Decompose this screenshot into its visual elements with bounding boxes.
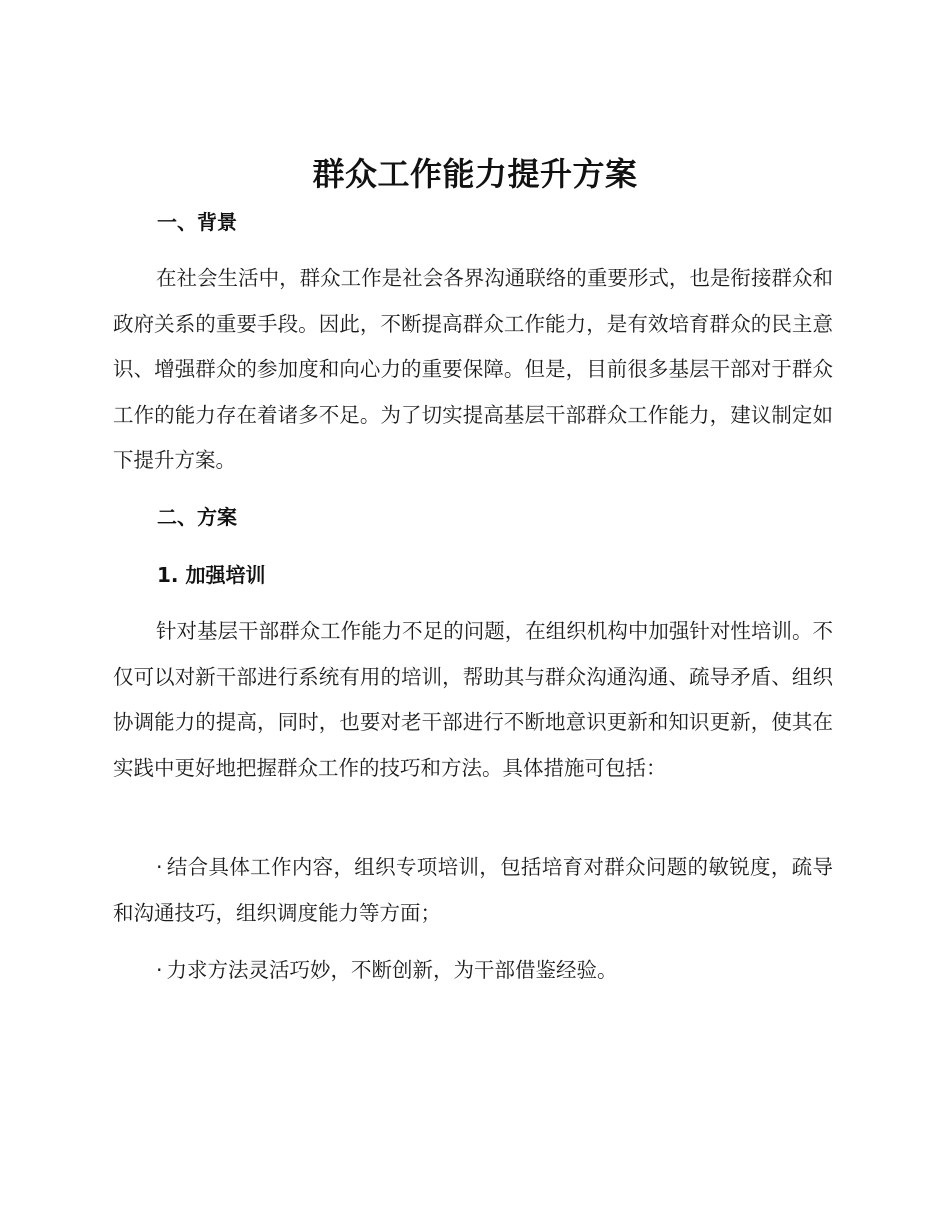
bullet-marker: · xyxy=(156,958,163,982)
list-item-text: 力求方法灵活巧妙，不断创新，为干部借鉴经验。 xyxy=(166,958,618,982)
paragraph-background: 在社会生活中，群众工作是社会各界沟通联络的重要形式，也是衔接群众和政府关系的重要手段。因此，不断提高群众工作能力，是有效培育群众的民主意识、增强群众的参加度和向心力的重要保障。但是，目前很多基层干部对于群众工作的能力存在着诸多不足。为了切实提高基层干部群众工作能力，建议制定如下提升方案。 xyxy=(113,266,833,472)
list-item xyxy=(113,845,833,936)
bullet-marker: · xyxy=(156,855,163,879)
list-item xyxy=(113,948,833,994)
section-heading-background: 一、背景 xyxy=(157,210,237,234)
section-heading-plan: 二、方案 xyxy=(157,505,237,529)
paragraph-training: 针对基层干部群众工作能力不足的问题，在组织机构中加强针对性培训。不仅可以对新干部进行系统有用的培训，帮助其与群众沟通沟通、疏导矛盾、组织协调能力的提高，同时，也要对老干部进行不断地意识更新和知识更新，使其在实践中更好地把握群众工作的技巧和方法。具体措施可包括： xyxy=(113,619,833,780)
subsection-heading-training: 1. 加强培训 xyxy=(157,563,266,587)
document-title: 群众工作能力提升方案 xyxy=(312,155,638,193)
list-item-text: 结合具体工作内容，组织专项培训，包括培育对群众问题的敏锐度，疏导和沟通技巧，组织调度能力等方面； xyxy=(113,855,833,925)
